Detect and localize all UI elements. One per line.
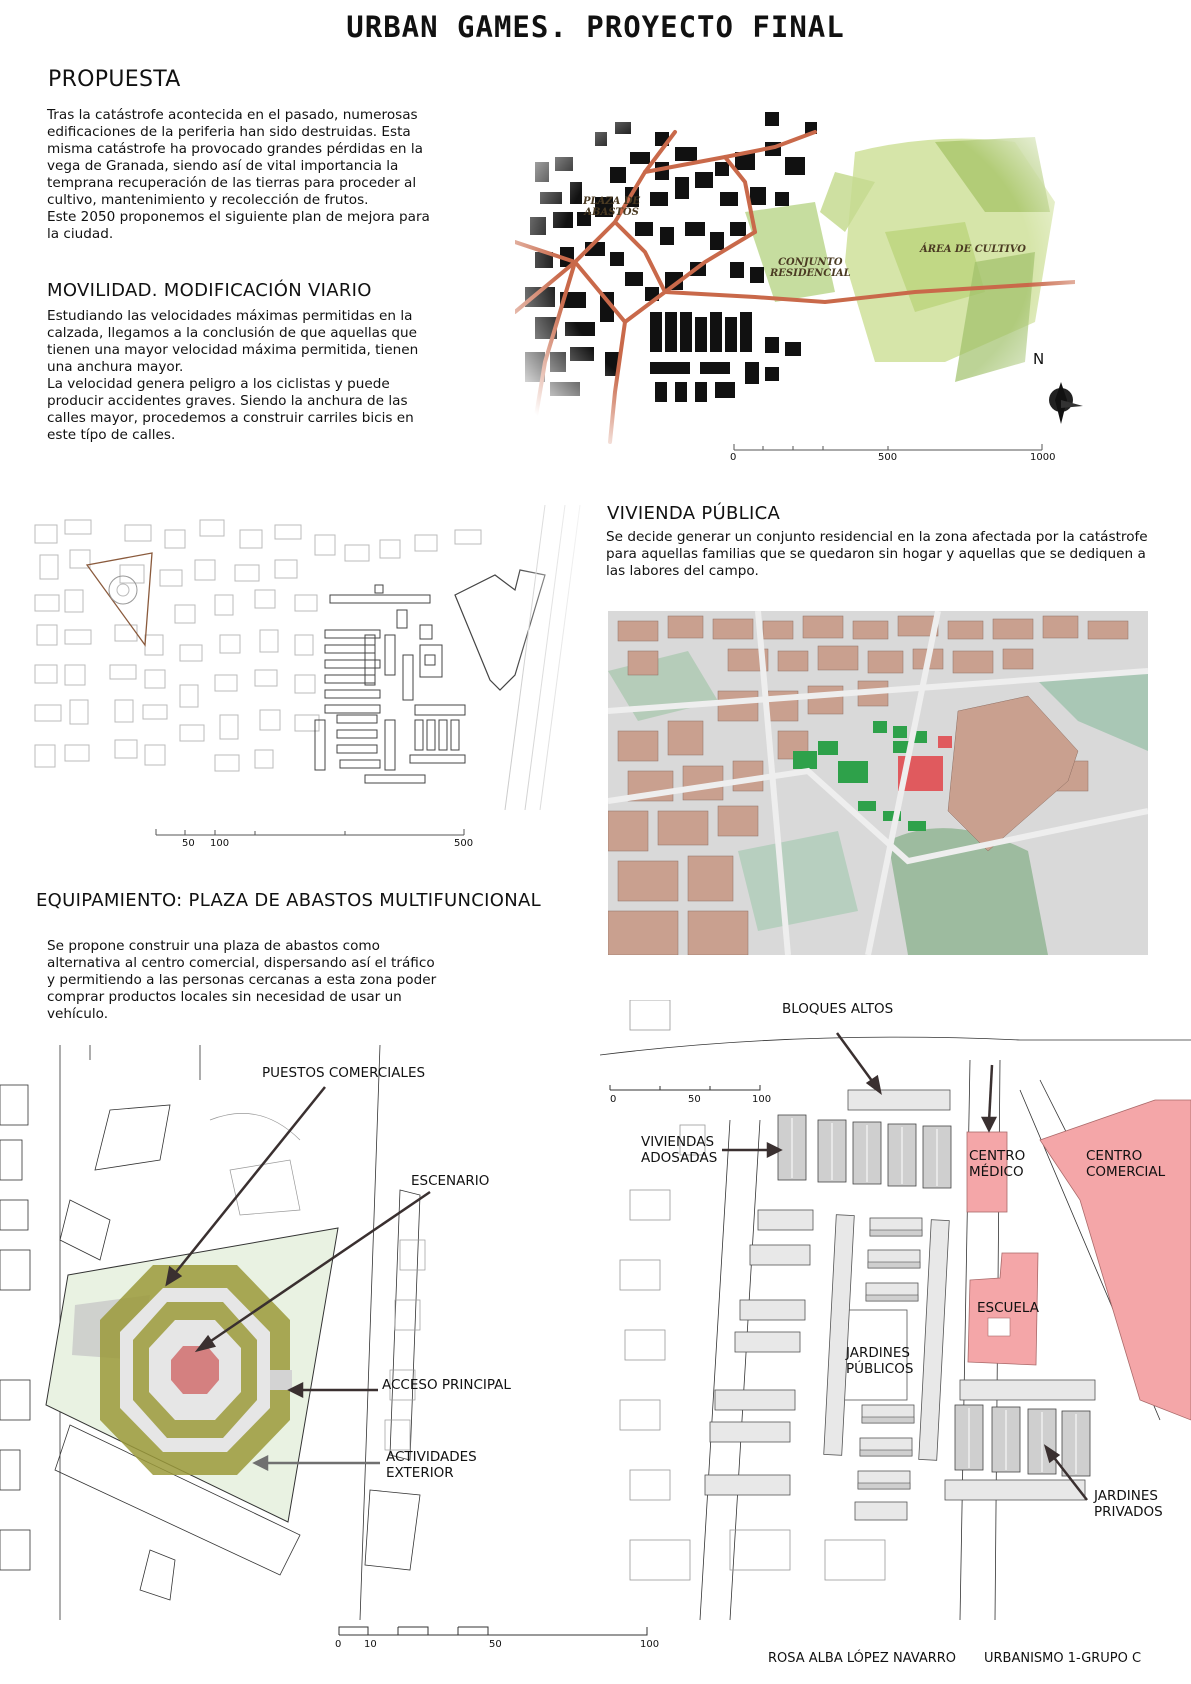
label-centro-medico: CENTRO MÉDICO xyxy=(969,1148,1026,1180)
footer-course: URBANISMO 1-GRUPO C xyxy=(984,1651,1142,1666)
plaza-plan xyxy=(0,1040,600,1620)
label-centro-comercial: CENTRO COMERCIAL xyxy=(1086,1148,1166,1180)
label-escenario: ESCENARIO xyxy=(411,1173,490,1189)
footer-author: ROSA ALBA LÓPEZ NAVARRO xyxy=(768,1651,957,1666)
page-title: URBAN GAMES. PROYECTO FINAL xyxy=(346,10,845,44)
propuesta-text: Tras la catástrofe acontecida en el pasado, numerosas edificaciones de la periferia han sido destruidas. Esta misma catástrofe ha provocado grandes pérdidas en la vega de Granada, siendo así de vital importancia la temprana recuperación de las tierras para proceder al cultivo, mantenimiento y recolección de frutos. Este 2050 proponemos el siguiente plan de mejora para la ciudad. xyxy=(47,107,430,242)
scale-tick: 500 xyxy=(878,452,898,463)
plaza-plan-drawing xyxy=(0,1040,600,1620)
label-jardines-publicos: JARDINES PÚBLICOS xyxy=(846,1345,914,1377)
movilidad-heading: MOVILIDAD. MODIFICACIÓN VIARIO xyxy=(47,280,372,301)
vivienda-text: Se decide generar un conjunto residencial en la zona afectada por la catástrofe para aquellas familias que se quedaron sin hogar y aquellas que se dediquen a las labores del campo. xyxy=(606,529,1148,579)
line-plan-drawing xyxy=(25,505,600,810)
scale-tick: 50 xyxy=(182,838,195,849)
label-acceso-principal: ACCESO PRINCIPAL xyxy=(382,1377,511,1393)
label-bloques-altos: BLOQUES ALTOS xyxy=(782,1001,894,1017)
scale-bar-map2 xyxy=(155,828,465,836)
scale-tick: 100 xyxy=(640,1639,660,1650)
vivienda-heading: VIVIENDA PÚBLICA xyxy=(607,503,781,524)
scale-tick: 50 xyxy=(688,1094,701,1105)
residential-plan xyxy=(600,1000,1191,1620)
scale-tick: 0 xyxy=(335,1639,342,1650)
north-label: N xyxy=(1033,350,1045,368)
city-map xyxy=(515,62,1075,462)
map-label-cultivo: ÁREA DE CULTIVO xyxy=(920,244,1027,255)
scale-tick: 50 xyxy=(489,1639,502,1650)
scale-tick: 10 xyxy=(364,1639,377,1650)
scale-tick: 100 xyxy=(210,838,230,849)
aerial-3d-drawing xyxy=(608,611,1148,955)
scale-bar-map1 xyxy=(733,443,1043,451)
scale-bar-plaza xyxy=(338,1626,648,1636)
propuesta-heading: PROPUESTA xyxy=(48,67,181,92)
scale-tick: 100 xyxy=(752,1094,772,1105)
scale-tick: 0 xyxy=(730,452,737,463)
label-escuela: ESCUELA xyxy=(977,1300,1040,1316)
label-viviendas-adosadas: VIVIENDAS ADOSADAS xyxy=(641,1134,718,1166)
movilidad-text: Estudiando las velocidades máximas permitidas en la calzada, llegamos a la conclusión de que aquellas que tienen una mayor velocidad máxima permitida, tienen una anchura mayor. La velocidad genera peligro a los ciclistas y puede producir accidentes graves. Siendo la anchura de las calles mayor, procedemos a construir carriles bicis en este típo de calles. xyxy=(47,308,419,443)
scale-tick: 1000 xyxy=(1030,452,1056,463)
aerial-3d-model xyxy=(608,611,1148,955)
equipamiento-text: Se propone construir una plaza de abastos como alternativa al centro comercial, dispersando así el tráfico y permitiendo a las personas cercanas a esta zona poder comprar productos locales sin necesidad de usar un vehículo. xyxy=(47,938,437,1022)
label-puestos-comerciales: PUESTOS COMERCIALES xyxy=(262,1065,426,1081)
north-arrow-icon xyxy=(1043,380,1085,426)
label-jardines-privados: JARDINES PRIVADOS xyxy=(1094,1488,1163,1520)
residential-plan-drawing xyxy=(600,1000,1191,1620)
equipamiento-heading: EQUIPAMIENTO: PLAZA DE ABASTOS MULTIFUNCIONAL xyxy=(36,890,541,911)
line-plan-map xyxy=(25,505,600,810)
map-label-plaza: PLAZA DE ABASTOS xyxy=(583,196,641,218)
scale-tick: 0 xyxy=(610,1094,617,1105)
scale-tick: 500 xyxy=(454,838,474,849)
label-actividades-exterior: ACTIVIDADES EXTERIOR xyxy=(386,1449,477,1481)
map-label-conjunto: CONJUNTO RESIDENCIAL xyxy=(770,257,851,279)
